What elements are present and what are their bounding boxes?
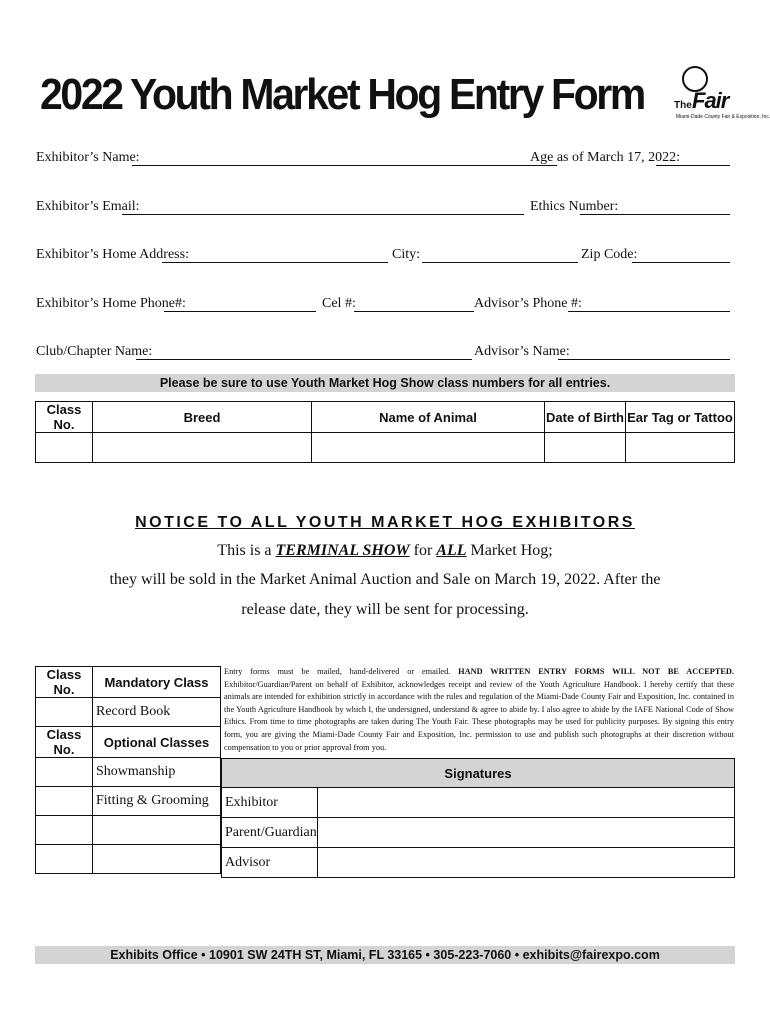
legal-part: Entry forms must be mailed, hand-delivered or emailed. [224,667,459,676]
record-book-label: Record Book [93,698,221,727]
class-no-cell[interactable] [36,433,93,463]
blank-class-name[interactable] [93,816,221,845]
advisor-phone-label: Advisor’s Phone #: [474,296,582,311]
legal-text [224,666,734,754]
club-field[interactable] [136,358,472,360]
advisor-name-label: Advisor’s Name: [474,344,570,359]
class-number-notice: Please be sure to use Youth Market Hog Show class numbers for all entries. [35,374,735,392]
row-name [36,146,732,168]
blank-class-no[interactable] [36,845,93,874]
advisor-name-field[interactable] [558,358,730,360]
table-row [36,433,735,463]
table-header-row [36,402,735,433]
dob-cell[interactable] [545,433,626,463]
col-class-no: Class No. [36,402,93,433]
class-no-header: Class No. [36,667,93,698]
parent-sig-label: Parent/Guardian [222,818,318,848]
zip-label: Zip Code: [581,247,638,262]
notice-line-2: they will be sold in the Market Animal Auction and Sale on March 19, 2022. After the [109,571,661,588]
row-email [36,195,732,217]
row-club [36,340,732,362]
advisor-sig-label: Advisor [222,848,318,878]
terminal-show-text: TERMINAL SHOW [275,542,410,559]
cel-label: Cel #: [322,296,356,311]
notice-text: Market Hog; [466,542,553,559]
email-field[interactable] [122,213,524,215]
notice-line-3: release date, they will be sent for processing. [241,601,529,618]
col-date-of-birth: Date of Birth [545,402,626,433]
parent-signature-field[interactable] [317,818,734,848]
club-label: Club/Chapter Name: [36,344,153,359]
address-field[interactable] [162,261,388,263]
logo-fair: Fair [692,88,729,113]
notice-line-1 [0,542,770,560]
exhibitor-signature-field[interactable] [317,788,734,818]
notice-text: This is a [217,542,276,559]
col-ear-tag: Ear Tag or Tattoo [626,402,735,433]
row-address [36,243,732,265]
home-phone-label: Exhibitor’s Home Phone#: [36,296,186,311]
footer-contact: Exhibits Office • 10901 SW 24TH ST, Miami, FL 33165 • 305-223-7060 • exhibits@fairexpo.com [35,946,735,964]
exhibitor-sig-label: Exhibitor [222,788,318,818]
showmanship-label: Showmanship [93,758,221,787]
city-label: City: [392,247,421,262]
mandatory-class-header: Mandatory Class [93,667,221,698]
legal-warning: HAND WRITTEN ENTRY FORMS WILL NOT BE ACCEPTED. [458,667,734,676]
entry-table [35,401,735,463]
row-phone [36,292,732,314]
home-phone-field[interactable] [164,310,316,312]
logo-subtitle: Miami-Dade County Fair & Exposition, Inc. [676,114,770,120]
blank-class-no[interactable] [36,816,93,845]
classes-table [35,666,221,874]
animal-name-cell[interactable] [312,433,545,463]
fair-logo [674,64,770,124]
class-no-header: Class No. [36,727,93,758]
ear-tag-cell[interactable] [626,433,735,463]
zip-field[interactable] [632,261,730,263]
ethics-field[interactable] [580,213,730,215]
legal-part: Exhibitor/Guardian/Parent on behalf of Exhibitor, acknowledges receipt and review of the Youth Agriculture Handbook. I hereby certify that these animals are intended for exhibition strictly in accordance with the rules and regulation of the Miami-Dade County Fair and Exposition, Inc. contained in the Youth Agriculture Handbook by which I, the undersigned, understand & agree to abide by. I also agree to abide by the IAFE National Code of Show Ethics. From time to time photographs are taken during The Youth Fair. These photographs may be used for publicity purposes. By signing this entry form, you are giving the Miami-Dade County Fair and Exposition, Inc. permission to use and publish such photographs at their discretion without compensation to you or prior approval from you. [224,679,734,752]
exhibitor-name-label: Exhibitor’s Name: [36,150,140,165]
col-animal-name: Name of Animal [312,402,545,433]
age-label: Age as of March 17, 2022: [530,150,681,165]
address-label: Exhibitor’s Home Address: [36,247,189,262]
signatures-header: Signatures [222,759,735,788]
age-field[interactable] [656,164,730,166]
logo-the: The [674,100,692,111]
breed-cell[interactable] [93,433,312,463]
record-book-class-no[interactable] [36,698,93,727]
blank-class-name[interactable] [93,845,221,874]
advisor-phone-field[interactable] [568,310,730,312]
optional-classes-header: Optional Classes [93,727,221,758]
advisor-signature-field[interactable] [317,848,734,878]
fitting-class-no[interactable] [36,787,93,816]
city-field[interactable] [422,261,578,263]
exhibitor-name-field[interactable] [132,164,557,166]
email-label: Exhibitor’s Email: [36,199,140,214]
signatures-table [221,758,735,878]
all-text: ALL [436,542,467,559]
col-breed: Breed [93,402,312,433]
ethics-label: Ethics Number: [530,199,619,214]
fitting-label: Fitting & Grooming [93,787,221,816]
cel-field[interactable] [354,310,474,312]
notice-text: for [409,542,437,559]
notice-title: NOTICE TO ALL YOUTH MARKET HOG EXHIBITORS [135,514,635,531]
page-title: 2022 Youth Market Hog Entry Form [40,70,644,119]
showmanship-class-no[interactable] [36,758,93,787]
